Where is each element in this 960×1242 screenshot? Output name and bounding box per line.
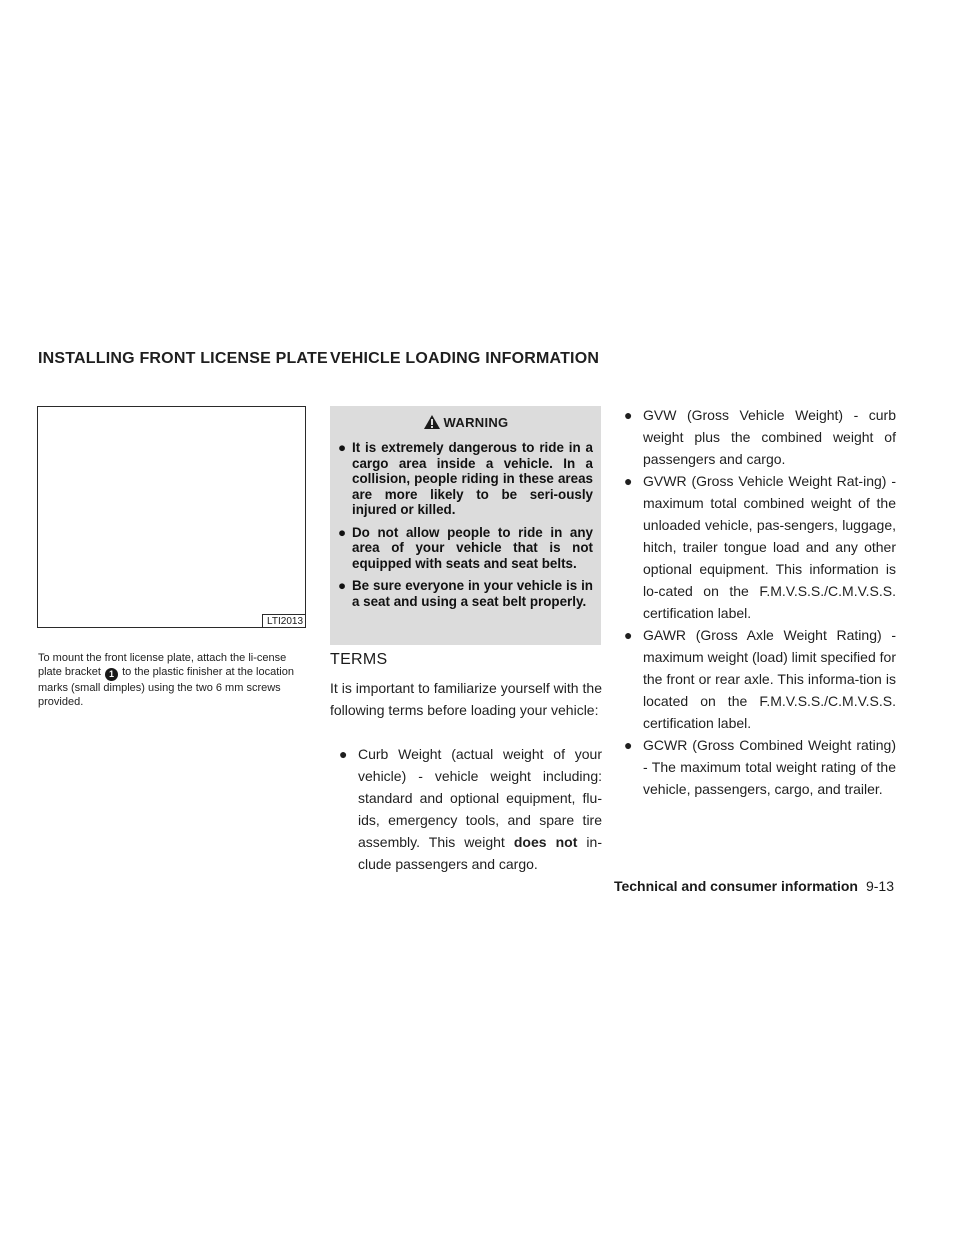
bullet-icon: ● (624, 737, 633, 753)
warning-item-text: Be sure everyone in your vehicle is in a seat and using a seat belt properly. (352, 578, 593, 609)
warning-item-text: It is extremely dangerous to ride in a cargo area inside a vehicle. In a collision, people riding in these areas are more likely to be seri-ously injured or killed. (352, 440, 593, 517)
warning-item (338, 578, 593, 609)
term-gcwr (624, 734, 896, 800)
bullet-icon: ● (339, 746, 348, 762)
curb-text-2: in-clude passengers and cargo. (358, 834, 602, 872)
term-curb-weight (339, 743, 602, 875)
curb-text-1: Curb Weight (actual weight of your vehicle) - vehicle weight including: standard and optional equipment, flu-ids, emergency tools, and spare tire assembly. This weight (358, 746, 602, 850)
terms-heading: TERMS (330, 651, 388, 668)
footer-section-title: Technical and consumer information (613, 878, 858, 894)
term-gvwr (624, 470, 896, 624)
warning-item (338, 440, 593, 518)
term-gvw (624, 404, 896, 470)
term-text: GAWR (Gross Axle Weight Rating) - maximum weight (load) limit specified for the front or rear axle. This informa-tion is located on the F.M.V.S.S./C.M.V.S.S. certification label. (643, 627, 896, 731)
bullet-icon: ● (624, 407, 633, 423)
warning-triangle-icon (423, 414, 441, 430)
warning-title-text: WARNING (443, 415, 509, 430)
section-heading-license-plate: INSTALLING FRONT LICENSE PLATE (38, 350, 328, 367)
license-plate-figure (37, 406, 306, 628)
section-heading-vehicle-loading: VEHICLE LOADING INFORMATION (330, 350, 600, 367)
terms-intro: It is important to familiarize yourself with the following terms before loading your vehicle: (330, 680, 602, 718)
term-text (358, 743, 602, 875)
bullet-icon: ● (624, 627, 633, 643)
term-text: GCWR (Gross Combined Weight rating) - The maximum total weight rating of the vehicle, passengers, cargo, and trailer. (643, 737, 896, 797)
bullet-icon: ● (338, 524, 347, 540)
page-footer (614, 878, 894, 894)
page-number: 9-13 (865, 878, 894, 894)
warning-title (338, 413, 593, 433)
bullet-icon: ● (338, 578, 347, 593)
callout-marker: 1 (105, 668, 118, 681)
figure-caption (38, 651, 306, 709)
term-gawr (624, 624, 896, 734)
figure-code: LTI2013 (262, 614, 305, 627)
warning-item (338, 525, 593, 572)
caption-text-1: To mount the front license plate, attach the li-cense plate bracket (38, 652, 287, 678)
curb-text-bold: does not (513, 834, 578, 850)
term-text: GVW (Gross Vehicle Weight) - curb weight plus the combined weight of passengers and cargo. (643, 407, 896, 467)
bullet-icon: ● (624, 473, 633, 489)
caption-text-2: to the plastic finisher at the location marks (small dimples) using the two 6 mm screws provided. (38, 666, 294, 708)
term-text: GVWR (Gross Vehicle Weight Rat-ing) - maximum total combined weight of the unloaded vehicle, pas-sengers, luggage, hitch, trailer tongue load and any other optional equipment. This information is lo-cated on the F.M.V.S.S./C.M.V.S.S. certification label. (643, 473, 896, 621)
warning-box (330, 406, 601, 645)
bullet-icon: ● (338, 440, 347, 455)
warning-item-text: Do not allow people to ride in any area of your vehicle that is not equipped with seats and seat belts. (352, 524, 593, 571)
